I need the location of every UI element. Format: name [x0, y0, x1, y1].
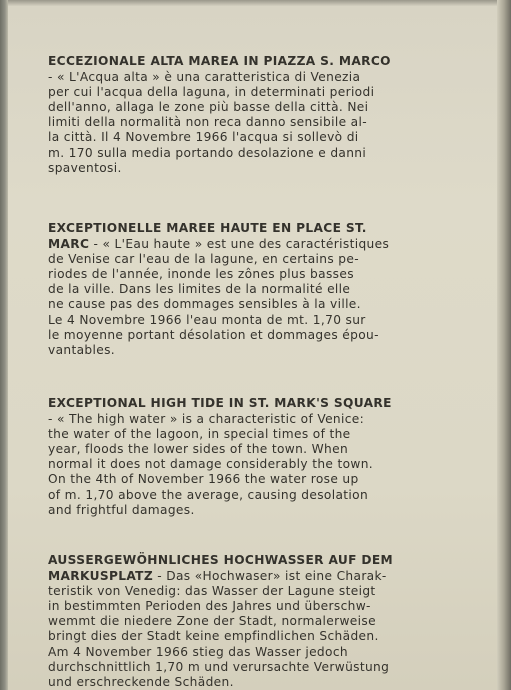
- body-line: le moyenne portant désolation et dommages épou-: [48, 327, 379, 342]
- section-english: [48, 396, 468, 518]
- body-line: spaventosi.: [48, 160, 122, 175]
- body-line: - « The high water » is a characteristic of Venice:: [48, 411, 365, 426]
- body-text: - « L'Eau haute » est une des caractéristiques: [89, 236, 390, 251]
- body-line: de Venise car l'eau de la lagune, en certains pe-: [48, 251, 359, 266]
- heading-tail: MARKUSPLATZ: [48, 568, 154, 583]
- body-line: teristik von Venedig: das Wasser der Lagune steigt: [48, 583, 376, 598]
- body-line: and frightful damages.: [48, 502, 195, 517]
- section-heading: EXCEPTIONAL HIGH TIDE IN ST. MARK'S SQUARE: [48, 396, 392, 410]
- body-line: On the 4th of November 1966 the water rose up: [48, 472, 359, 487]
- body-line: dell'anno, allaga le zone più basse della città. Nei: [48, 99, 369, 114]
- body-line: vantables.: [48, 342, 115, 357]
- body-line: riodes de l'année, inonde les zônes plus basses: [48, 266, 354, 281]
- body-line: limiti della normalità non reca danno sensibile al-: [48, 115, 367, 130]
- section-body: [48, 569, 468, 690]
- body-line: durchschnittlich 1,70 m und verursachte Verwüstung: [48, 659, 390, 674]
- body-line: Am 4 November 1966 stieg das Wasser jedoch: [48, 644, 348, 659]
- card-right-edge: [497, 0, 511, 690]
- heading-tail: MARC: [48, 236, 90, 251]
- body-line: per cui l'acqua della laguna, in determinati periodi: [48, 84, 375, 99]
- body-line: m. 170 sulla media portando desolazione e danni: [48, 145, 367, 160]
- body-text: - Das «Hochwaser» ist eine Charak-: [153, 568, 387, 583]
- section-body: [48, 412, 468, 518]
- body-line: - « L'Acqua alta » è una caratteristica di Venezia: [48, 69, 361, 84]
- body-line: Le 4 Novembre 1966 l'eau monta de mt. 1,70 sur: [48, 312, 366, 327]
- body-line: de la ville. Dans les limites de la normalité elle: [48, 282, 351, 297]
- body-line: year, floods the lower sides of the town. When: [48, 441, 349, 456]
- body-line: [48, 569, 468, 584]
- body-line: of m. 1,70 above the average, causing desolation: [48, 487, 369, 502]
- section-body: [48, 237, 468, 359]
- body-line: the water of the lagoon, in special times of the: [48, 426, 351, 441]
- section-italian: [48, 54, 468, 176]
- card-top-edge: [8, 0, 498, 6]
- body-line: und erschreckende Schäden.: [48, 674, 234, 689]
- body-line: wemmt die niedere Zone der Stadt, normalerweise: [48, 614, 376, 629]
- section-german: [48, 553, 468, 690]
- body-line: [48, 237, 468, 252]
- body-line: ne cause pas des dommages sensibles à la ville.: [48, 297, 361, 312]
- card-left-edge: [0, 0, 8, 690]
- body-line: la città. Il 4 Novembre 1966 l'acqua si sollevò di: [48, 130, 359, 145]
- section-heading: AUSSERGEWÖHNLICHES HOCHWASSER AUF DEM: [48, 553, 394, 567]
- section-heading: ECCEZIONALE ALTA MAREA IN PIAZZA S. MARCO: [48, 54, 391, 68]
- section-heading: EXCEPTIONELLE MAREE HAUTE EN PLACE ST.: [48, 221, 367, 235]
- body-line: normal it does not damage considerably the town.: [48, 457, 374, 472]
- body-line: bringt dies der Stadt keine empfindlichen Schäden.: [48, 629, 379, 644]
- section-body: [48, 70, 468, 176]
- section-french: [48, 221, 468, 358]
- body-line: in bestimmten Perioden des Jahres und überschw-: [48, 598, 371, 613]
